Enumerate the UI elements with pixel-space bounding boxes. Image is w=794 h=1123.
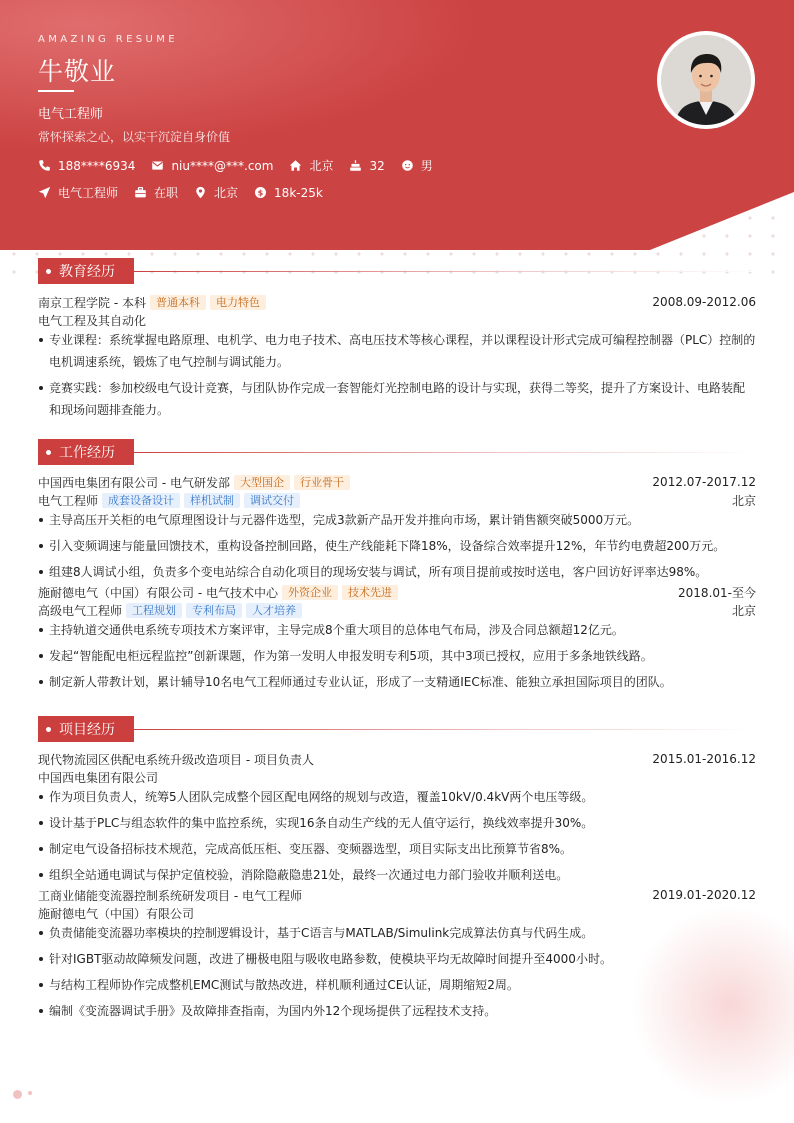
list-item: 主导高压开关柜的电气原理图设计与元器件选型，完成3款新产品开发并推向市场，累计销售额突破5000万元。 [38,509,756,531]
intent-salary-value: 18k-25k [274,185,323,200]
company-tag: 大型国企 [234,475,290,490]
list-item: 专业课程：系统掌握电路原理、电机学、电力电子技术、高电压技术等核心课程，并以课程设计形式完成可编程控制器（PLC）控制的电机调速系统，锻炼了电气控制与调试能力。 [38,329,756,373]
company-tag: 行业骨干 [294,475,350,490]
list-item: 作为项目负责人，统筹5人团队完成整个园区配电网络的规划与改造，覆盖10kV/0.4kV两个电压等级。 [38,786,756,808]
education-section [38,258,756,421]
list-item: 发起“智能配电柜远程监控”创新课题，作为第一发明人申报发明专利5项，其中3项已授权，应用于多条地铁线路。 [38,645,756,667]
position-tag: 样机试制 [184,493,240,508]
company-tag: 外资企业 [282,585,338,600]
major: 电气工程及其自动化 [38,313,147,328]
work-entry [38,583,756,693]
work-date: 2012.07-2017.12 [652,475,756,489]
position-tag: 人才培养 [246,603,302,618]
list-item: 制定电气设备招标技术规范，完成高低压柜、变压器、变频器选型，项目实际支出比预算节省8%。 [38,838,756,860]
work-location: 北京 [731,603,756,618]
education-bullets [38,329,756,421]
school-tag: 普通本科 [150,295,206,310]
list-item: 竞赛实践：参加校级电气设计竞赛，与团队协作完成一套智能灯光控制电路的设计与实现，获得二等奖，提升了方案设计、电路装配和现场问题排查能力。 [38,377,756,421]
section-divider [134,452,756,453]
resume-tagline: AMAZING RESUME [38,34,178,45]
work-bullets [38,619,756,693]
list-item: 组织全站通电调试与保护定值校验，消除隐蔽隐患21处，最终一次通过电力部门验收并顺利送电。 [38,864,756,886]
company-name: 中国西电集团有限公司 - 电气研发部 [38,475,230,490]
list-item: 引入变频调速与能量回馈技术，重构设备控制回路，使生产线能耗下降18%，设备综合效率提升12%，年节约电费超200万元。 [38,535,756,557]
intent-position-value: 电气工程师 [58,186,119,200]
position-tag: 调试交付 [244,493,300,508]
intent-status-value: 在职 [154,186,179,200]
work-section [38,439,756,693]
position-tag: 成套设备设计 [102,493,180,508]
list-item: 编制《变流器调试手册》及故障排查指南，为国内外12个现场提供了远程技术支持。 [38,1000,756,1022]
company-name: 施耐德电气（中国）有限公司 - 电气技术中心 [38,585,278,600]
work-header [38,439,756,465]
section-title: 项目经历 [38,716,134,742]
decorative-dot [13,1090,22,1099]
project-date: 2015.01-2016.12 [652,752,756,766]
avatar-photo [661,35,751,125]
candidate-name: 牛敬业 [38,57,117,86]
list-item: 针对IGBT驱动故障频发问题，改进了栅极电阻与吸收电路参数，使模块平均无故障时间提升至4000小时。 [38,948,756,970]
list-item: 组建8人调试小组，负责多个变电站综合自动化项目的现场安装与调试，所有项目提前或按时送电，客户回访好评率达98%。 [38,561,756,583]
list-item: 设计基于PLC与组态软件的集中监控系统，实现16条自动生产线的无人值守运行，换线效率提升30%。 [38,812,756,834]
list-item: 制定新人带教计划，累计辅导10名电气工程师通过专业认证，形成了一支精通IEC标准、能独立承担国际项目的团队。 [38,671,756,693]
city-value: 北京 [309,159,334,173]
candidate-role: 电气工程师 [38,107,104,122]
education-entry [38,293,756,421]
section-divider [134,729,756,730]
projects-header [38,716,756,742]
avatar [657,31,755,129]
education-header [38,258,756,284]
project-org: 施耐德电气（中国）有限公司 [38,906,195,921]
education-date: 2008.09-2012.06 [652,295,756,309]
position-name: 高级电气工程师 [38,603,123,618]
section-title: 工作经历 [38,439,134,465]
position-name: 电气工程师 [38,493,99,508]
work-bullets [38,509,756,583]
intent-city-value: 北京 [214,186,239,200]
project-name: 工商业储能变流器控制系统研发项目 - 电气工程师 [38,888,302,903]
position-tag: 专利布局 [186,603,242,618]
position-tag: 工程规划 [126,603,182,618]
email-value: niu****@***.com [171,158,274,173]
list-item: 负责储能变流器功率模块的控制逻辑设计，基于C语言与MATLAB/Simulink完成算法仿真与代码生成。 [38,922,756,944]
svg-text:$: $ [257,187,264,198]
company-tag: 技术先进 [342,585,398,600]
candidate-motto: 常怀探索之心，以实干沉淀自身价值 [38,130,231,144]
project-org: 中国西电集团有限公司 [38,770,159,785]
school-tag: 电力特色 [210,295,266,310]
project-bullets [38,786,756,886]
list-item: 主持轨道交通供电系统专项技术方案评审，主导完成8个重大项目的总体电气布局，涉及合同总额超12亿元。 [38,619,756,641]
project-entry [38,750,756,886]
decorative-dot [28,1091,32,1095]
section-title: 教育经历 [38,258,134,284]
project-name: 现代物流园区供配电系统升级改造项目 - 项目负责人 [38,752,314,767]
work-entry [38,473,756,583]
list-item: 与结构工程师协作完成整机EMC测试与散热改进，样机顺利通过CE认证，周期缩短2周。 [38,974,756,996]
work-date: 2018.01-至今 [678,585,756,600]
project-date: 2019.01-2020.12 [652,888,756,902]
gender-value: 男 [420,159,433,173]
phone-value: 188****6934 [58,158,136,173]
section-divider [134,271,756,272]
school-name: 南京工程学院 - 本科 [38,295,146,310]
age-value: 32 [369,158,385,173]
work-location: 北京 [731,493,756,508]
